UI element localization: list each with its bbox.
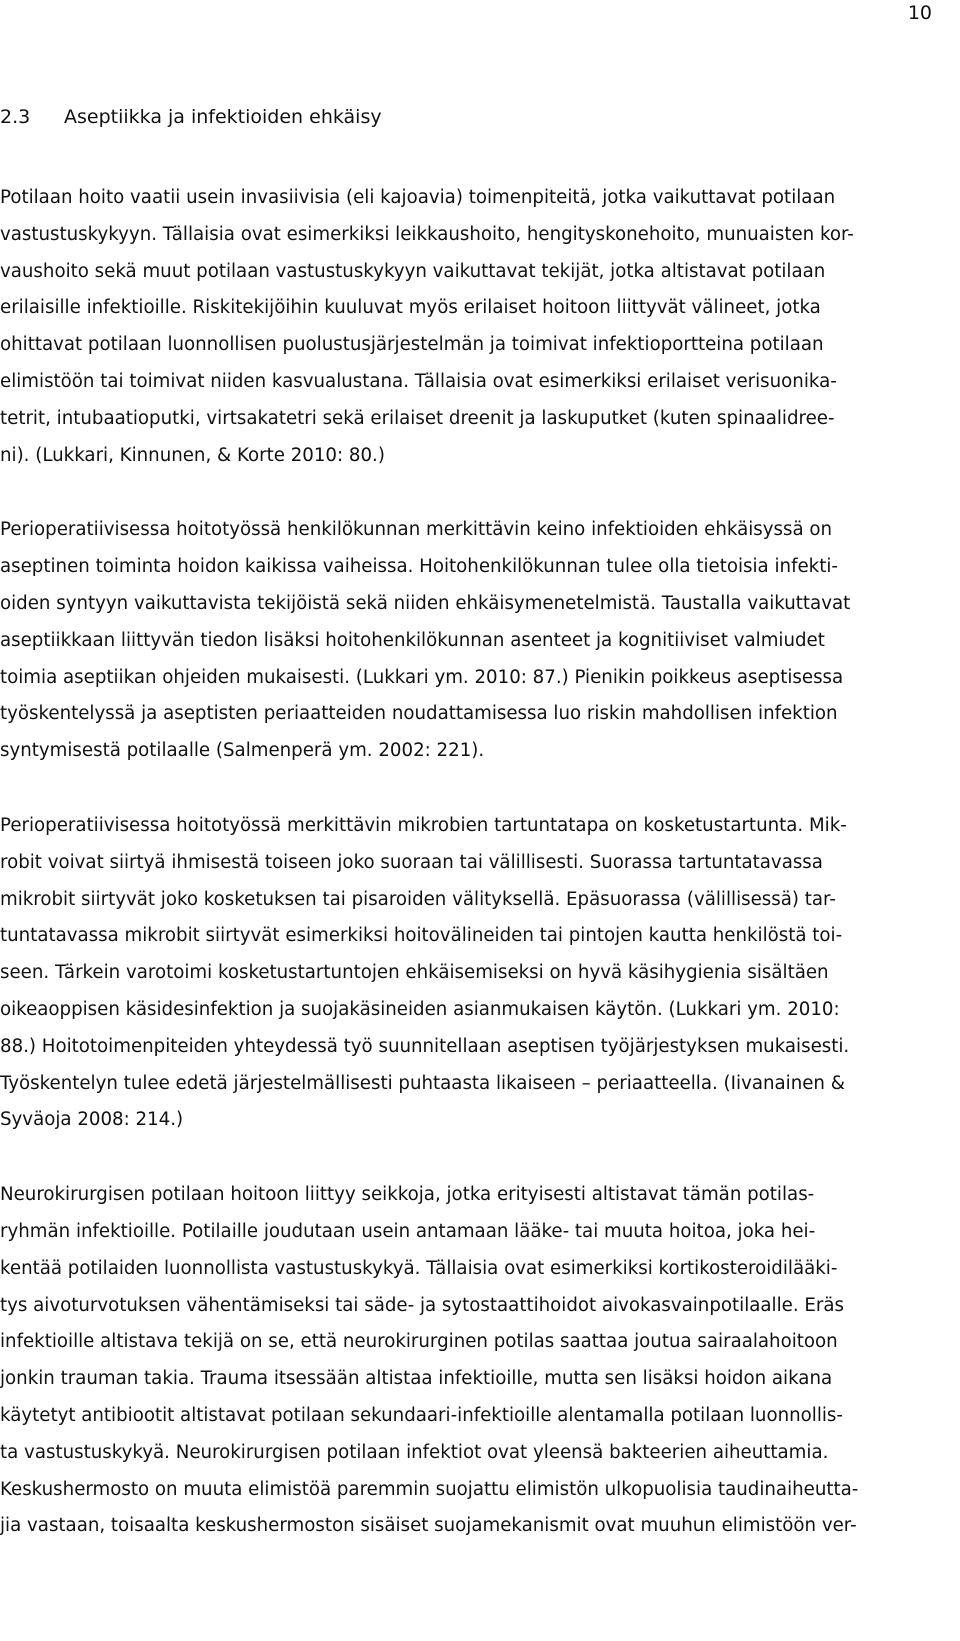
text-line: erilaisille infektioille. Riskitekijöihin kuuluvat myös erilaiset hoitoon liittyvät välineet, jotka (0, 297, 821, 319)
text-line: seen. Tärkein varotoimi kosketustartuntojen ehkäisemiseksi on hyvä käsihygienia sisältäen (0, 962, 829, 984)
text-line: vaushoito sekä muut potilaan vastustuskykyyn vaikuttavat tekijät, jotka altistavat potilaan (0, 260, 826, 282)
paragraph-4 (0, 1177, 930, 1545)
text-line: aseptiikkaan liittyvän tiedon lisäksi hoitohenkilökunnan asenteet ja kognitiiviset valmiudet (0, 629, 825, 651)
text-line: Keskushermosto on muuta elimistöä paremmin suojattu elimistön ulkopuolisia taudinaiheutta- (0, 1478, 859, 1500)
text-line: Työskentelyn tulee edetä järjestelmällisesti puhtaasta likaiseen – periaatteella. (Iivanainen & (0, 1072, 845, 1094)
text-line: ohittavat potilaan luonnollisen puolustusjärjestelmän ja toimivat infektioportteina potilaan (0, 334, 824, 356)
text-line: tys aivoturvotuksen vähentämiseksi tai säde- ja sytostaattihoidot aivokasvainpotilaalle. Eräs (0, 1294, 844, 1316)
text-line: mikrobit siirtyvät joko kosketuksen tai pisaroiden välityksellä. Epäsuorassa (välillisessä) tar- (0, 888, 836, 910)
text-line: syntymisestä potilaalle (Salmenperä ym. 2002: 221). (0, 740, 485, 762)
paragraph-2 (0, 512, 930, 770)
text-line: Perioperatiivisessa hoitotyössä henkilökunnan merkittävin keino infektioiden ehkäisyssä on (0, 519, 833, 541)
section-number: 2.3 (0, 106, 31, 128)
text-line: työskentelyssä ja aseptisten periaatteiden noudattamisessa luo riskin mahdollisen infektion (0, 703, 838, 725)
section-heading (0, 104, 382, 130)
text-line: ryhmän infektioille. Potilaille joudutaan usein antamaan lääke- tai muuta hoitoa, joka hei- (0, 1220, 816, 1242)
text-line: Perioperatiivisessa hoitotyössä merkittävin mikrobien tartuntatapa on kosketustartunta. Mik- (0, 814, 847, 836)
text-line: tetrit, intubaatioputki, virtsakatetri sekä erilaiset dreenit ja laskuputket (kuten spinaalidree- (0, 407, 835, 429)
page-number: 10 (907, 2, 932, 24)
text-line: jonkin trauman takia. Trauma itsessään altistaa infektioille, mutta sen lisäksi hoidon aikana (0, 1368, 833, 1390)
section-title: Aseptiikka ja infektioiden ehkäisy (64, 106, 382, 128)
text-line: vastustuskykyyn. Tällaisia ovat esimerkiksi leikkaushoito, hengityskonehoito, munuaisten kor- (0, 223, 854, 245)
text-line: kentää potilaiden luonnollista vastustuskykyä. Tällaisia ovat esimerkiksi kortikosteroidilääki- (0, 1257, 838, 1279)
text-line: jia vastaan, toisaalta keskushermoston sisäiset suojamekanismit ovat muuhun elimistöön ver- (0, 1515, 857, 1537)
text-line: aseptinen toiminta hoidon kaikissa vaiheissa. Hoitohenkilökunnan tulee olla tietoisia infekti- (0, 556, 838, 578)
text-line: tuntatavassa mikrobit siirtyvät esimerkiksi hoitovälineiden tai pintojen kautta henkilöstä toi- (0, 925, 843, 947)
text-line: oikeaoppisen käsidesinfektion ja suojakäsineiden asianmukaisen käytön. (Lukkari ym. 2010: (0, 998, 840, 1020)
body-text (0, 180, 930, 1583)
text-line: Syväoja 2008: 214.) (0, 1109, 184, 1131)
text-line: Potilaan hoito vaatii usein invasiivisia (eli kajoavia) toimenpiteitä, jotka vaikuttavat potilaan (0, 187, 836, 208)
text-line: robit voivat siirtyä ihmisestä toiseen joko suoraan tai välillisesti. Suorassa tartuntatavassa (0, 851, 823, 873)
text-line: toimia aseptiikan ohjeiden mukaisesti. (Lukkari ym. 2010: 87.) Pienikin poikkeus aseptisessa (0, 666, 844, 688)
text-line: käytetyt antibiootit altistavat potilaan sekundaari-infektioille alentamalla potilaan luonnollis- (0, 1404, 843, 1426)
text-line: ta vastustuskykyä. Neurokirurgisen potilaan infektiot ovat yleensä bakteerien aiheuttamia. (0, 1441, 829, 1463)
paragraph-1 (0, 180, 930, 474)
text-line: Neurokirurgisen potilaan hoitoon liittyy seikkoja, jotka erityisesti altistavat tämän potilas- (0, 1184, 815, 1206)
text-line: oiden syntyyn vaikuttavista tekijöistä sekä niiden ehkäisymenetelmistä. Taustalla vaikuttavat (0, 592, 851, 614)
text-line: elimistöön tai toimivat niiden kasvualustana. Tällaisia ovat esimerkiksi erilaiset verisuonika- (0, 370, 837, 392)
text-line: infektioille altistava tekijä on se, että neurokirurginen potilas saattaa joutua sairaalahoitoon (0, 1331, 838, 1353)
text-line: ni). (Lukkari, Kinnunen, & Korte 2010: 80.) (0, 444, 385, 466)
text-line: 88.) Hoitotoimenpiteiden yhteydessä työ suunnitellaan aseptisen työjärjestyksen mukaisesti. (0, 1035, 850, 1057)
paragraph-3 (0, 808, 930, 1139)
